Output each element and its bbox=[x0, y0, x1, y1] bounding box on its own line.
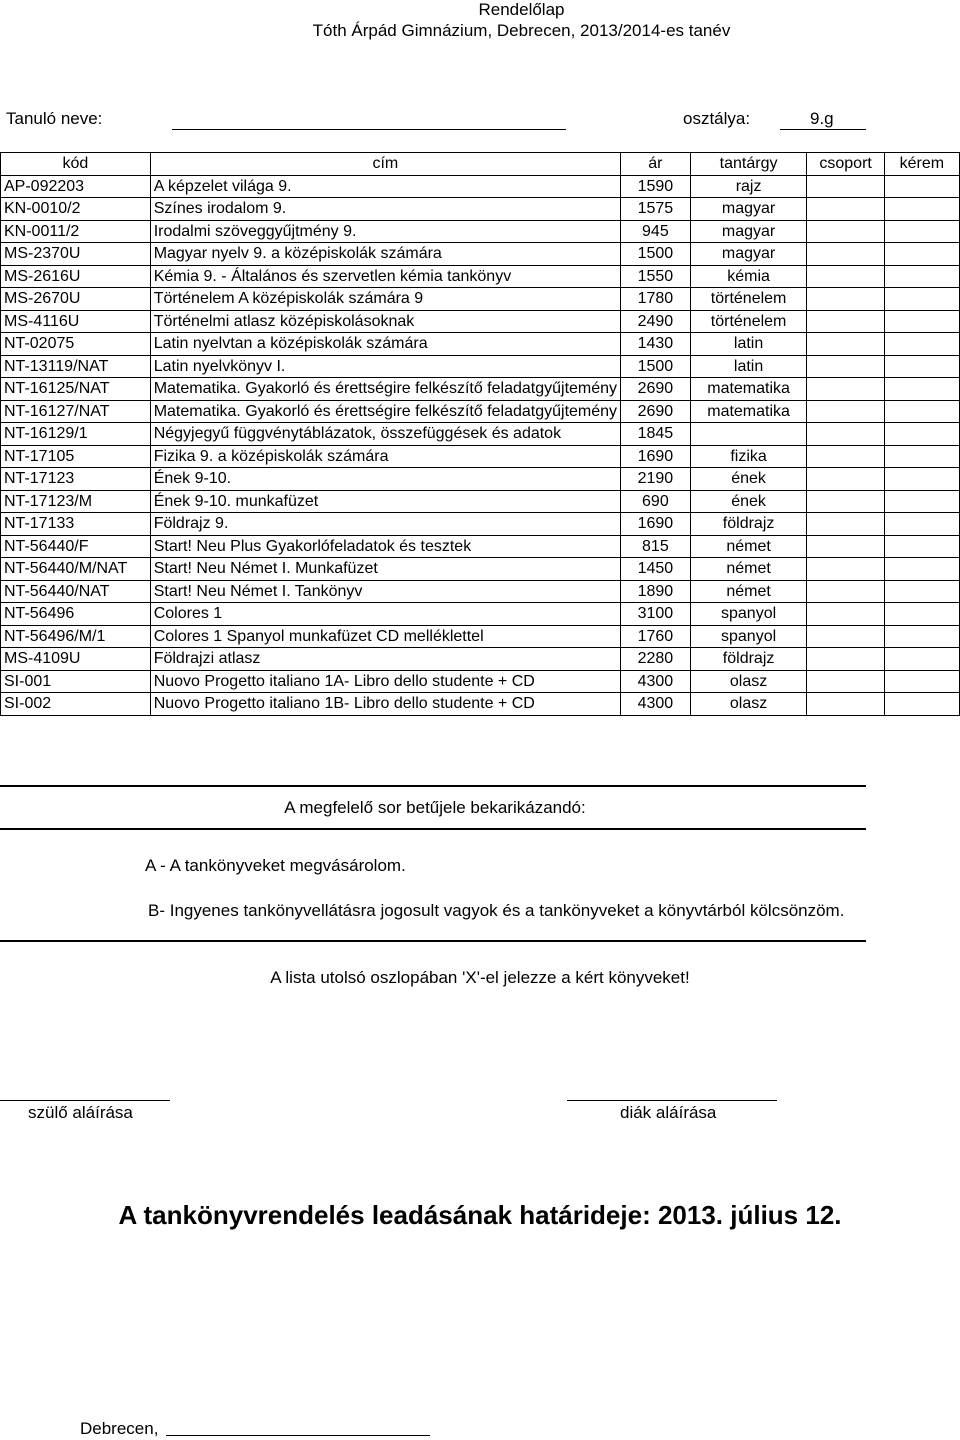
date-line[interactable] bbox=[166, 1435, 430, 1436]
table-row bbox=[1, 423, 960, 446]
price-cell: 2280 bbox=[621, 648, 691, 671]
code-cell: NT-16127/NAT bbox=[1, 400, 151, 423]
group-cell[interactable] bbox=[807, 693, 884, 716]
subject-cell: földrajz bbox=[690, 648, 807, 671]
title-cell: Latin nyelvkönyv I. bbox=[150, 355, 620, 378]
title-cell: Magyar nyelv 9. a középiskolák számára bbox=[150, 243, 620, 266]
title-cell: Start! Neu Német I. Tankönyv bbox=[150, 580, 620, 603]
code-cell: NT-13119/NAT bbox=[1, 355, 151, 378]
parent-signature-label: szülő aláírása bbox=[28, 1103, 133, 1122]
table-header-row bbox=[1, 153, 960, 176]
subject-cell: történelem bbox=[690, 310, 807, 333]
group-cell[interactable] bbox=[807, 580, 884, 603]
code-cell: MS-2670U bbox=[1, 288, 151, 311]
header-code: kód bbox=[1, 153, 151, 176]
group-cell[interactable] bbox=[807, 220, 884, 243]
title-cell: Matematika. Gyakorló és érettségire felkészítő feladatgyűjtemény bbox=[150, 400, 620, 423]
place-label: Debrecen, bbox=[80, 1419, 159, 1438]
subject-cell: matematika bbox=[690, 378, 807, 401]
price-cell: 690 bbox=[621, 490, 691, 513]
request-cell[interactable] bbox=[884, 468, 959, 491]
subject-cell: magyar bbox=[690, 243, 807, 266]
group-cell[interactable] bbox=[807, 603, 884, 626]
group-cell[interactable] bbox=[807, 288, 884, 311]
title-cell: Földrajz 9. bbox=[150, 513, 620, 536]
request-cell[interactable] bbox=[884, 243, 959, 266]
table-row bbox=[1, 310, 960, 333]
code-cell: NT-17133 bbox=[1, 513, 151, 536]
code-cell: SI-002 bbox=[1, 693, 151, 716]
title-cell: Négyjegyű függvénytáblázatok, összefüggések és adatok bbox=[150, 423, 620, 446]
group-cell[interactable] bbox=[807, 535, 884, 558]
subject-cell: történelem bbox=[690, 288, 807, 311]
table-row bbox=[1, 648, 960, 671]
table-row bbox=[1, 445, 960, 468]
mark-instruction: A lista utolsó oszlopában 'X'-el jelezze a kért könyveket! bbox=[270, 968, 690, 987]
code-cell: MS-4116U bbox=[1, 310, 151, 333]
class-label: osztálya: bbox=[683, 109, 751, 128]
title-cell: Start! Neu Német I. Munkafüzet bbox=[150, 558, 620, 581]
price-cell: 4300 bbox=[621, 693, 691, 716]
group-cell[interactable] bbox=[807, 310, 884, 333]
price-cell: 2690 bbox=[621, 378, 691, 401]
group-cell[interactable] bbox=[807, 333, 884, 356]
request-cell[interactable] bbox=[884, 513, 959, 536]
subject-cell: rajz bbox=[690, 175, 807, 198]
table-row bbox=[1, 625, 960, 648]
group-cell[interactable] bbox=[807, 670, 884, 693]
group-cell[interactable] bbox=[807, 355, 884, 378]
group-cell[interactable] bbox=[807, 175, 884, 198]
subject-cell: olasz bbox=[690, 670, 807, 693]
code-cell: NT-17105 bbox=[1, 445, 151, 468]
subject-cell: kémia bbox=[690, 265, 807, 288]
code-cell: NT-17123/M bbox=[1, 490, 151, 513]
request-cell[interactable] bbox=[884, 603, 959, 626]
code-cell: NT-02075 bbox=[1, 333, 151, 356]
request-cell[interactable] bbox=[884, 670, 959, 693]
deadline-notice: A tankönyvrendelés leadásának határideje: 2013. július 12. bbox=[118, 1200, 842, 1230]
option-a-purchase[interactable]: A - A tankönyveket megvásárolom. bbox=[145, 856, 406, 875]
group-cell[interactable] bbox=[807, 445, 884, 468]
table-row bbox=[1, 693, 960, 716]
header-subject: tantárgy bbox=[690, 153, 807, 176]
price-cell: 1780 bbox=[621, 288, 691, 311]
request-cell[interactable] bbox=[884, 648, 959, 671]
request-cell[interactable] bbox=[884, 580, 959, 603]
group-cell[interactable] bbox=[807, 648, 884, 671]
title-cell: Start! Neu Plus Gyakorlófeladatok és tesztek bbox=[150, 535, 620, 558]
price-cell: 1430 bbox=[621, 333, 691, 356]
request-cell[interactable] bbox=[884, 220, 959, 243]
price-cell: 1760 bbox=[621, 625, 691, 648]
title-cell: Colores 1 Spanyol munkafüzet CD melléklettel bbox=[150, 625, 620, 648]
code-cell: MS-2616U bbox=[1, 265, 151, 288]
code-cell: KN-0011/2 bbox=[1, 220, 151, 243]
price-cell: 1690 bbox=[621, 513, 691, 536]
table-row bbox=[1, 670, 960, 693]
request-cell[interactable] bbox=[884, 310, 959, 333]
price-cell: 2690 bbox=[621, 400, 691, 423]
table-row bbox=[1, 468, 960, 491]
price-cell: 1500 bbox=[621, 355, 691, 378]
title-cell: Nuovo Progetto italiano 1A- Libro dello studente + CD bbox=[150, 670, 620, 693]
request-cell[interactable] bbox=[884, 333, 959, 356]
table-row bbox=[1, 603, 960, 626]
title-cell: Színes irodalom 9. bbox=[150, 198, 620, 221]
table-row bbox=[1, 535, 960, 558]
price-cell: 1575 bbox=[621, 198, 691, 221]
subject-cell bbox=[690, 423, 807, 446]
option-b-borrow[interactable]: B- Ingyenes tankönyvellátásra jogosult vagyok és a tankönyveket a könyvtárból kölcsönzöm. bbox=[148, 901, 845, 920]
group-cell[interactable] bbox=[807, 490, 884, 513]
subject-cell: német bbox=[690, 580, 807, 603]
header-price: ár bbox=[621, 153, 691, 176]
price-cell: 945 bbox=[621, 220, 691, 243]
price-cell: 1845 bbox=[621, 423, 691, 446]
group-cell[interactable] bbox=[807, 198, 884, 221]
group-cell[interactable] bbox=[807, 558, 884, 581]
table-row bbox=[1, 288, 960, 311]
price-cell: 1450 bbox=[621, 558, 691, 581]
table-row bbox=[1, 580, 960, 603]
price-cell: 4300 bbox=[621, 670, 691, 693]
form-title: Rendelőlap bbox=[478, 0, 565, 19]
code-cell: NT-56496 bbox=[1, 603, 151, 626]
table-row bbox=[1, 265, 960, 288]
request-cell[interactable] bbox=[884, 423, 959, 446]
code-cell: NT-16129/1 bbox=[1, 423, 151, 446]
table-row bbox=[1, 175, 960, 198]
request-cell[interactable] bbox=[884, 445, 959, 468]
request-cell[interactable] bbox=[884, 175, 959, 198]
price-cell: 1890 bbox=[621, 580, 691, 603]
table-row bbox=[1, 378, 960, 401]
code-cell: MS-2370U bbox=[1, 243, 151, 266]
code-cell: NT-17123 bbox=[1, 468, 151, 491]
parent-signature-line[interactable] bbox=[0, 1100, 170, 1101]
title-cell: A képzelet világa 9. bbox=[150, 175, 620, 198]
request-cell[interactable] bbox=[884, 625, 959, 648]
title-cell: Latin nyelvtan a középiskolák számára bbox=[150, 333, 620, 356]
table-row bbox=[1, 333, 960, 356]
group-cell[interactable] bbox=[807, 625, 884, 648]
subject-cell: olasz bbox=[690, 693, 807, 716]
subject-cell: magyar bbox=[690, 220, 807, 243]
circle-instruction: A megfelelő sor betűjele bekarikázandó: bbox=[284, 798, 586, 817]
group-cell[interactable] bbox=[807, 513, 884, 536]
table-row bbox=[1, 198, 960, 221]
price-cell: 2490 bbox=[621, 310, 691, 333]
request-cell[interactable] bbox=[884, 198, 959, 221]
header-group: csoport bbox=[807, 153, 884, 176]
student-name-field[interactable] bbox=[172, 129, 566, 130]
code-cell: AP-092203 bbox=[1, 175, 151, 198]
request-cell[interactable] bbox=[884, 288, 959, 311]
group-cell[interactable] bbox=[807, 423, 884, 446]
subject-cell: német bbox=[690, 558, 807, 581]
title-cell: Fizika 9. a középiskolák számára bbox=[150, 445, 620, 468]
student-signature-line[interactable] bbox=[567, 1100, 777, 1101]
title-cell: Történelmi atlasz középiskolásoknak bbox=[150, 310, 620, 333]
group-cell[interactable] bbox=[807, 378, 884, 401]
code-cell: NT-56440/M/NAT bbox=[1, 558, 151, 581]
student-signature-label: diák aláírása bbox=[620, 1103, 717, 1122]
price-cell: 815 bbox=[621, 535, 691, 558]
group-cell[interactable] bbox=[807, 468, 884, 491]
table-row bbox=[1, 400, 960, 423]
price-cell: 1590 bbox=[621, 175, 691, 198]
request-cell[interactable] bbox=[884, 693, 959, 716]
subject-cell: spanyol bbox=[690, 625, 807, 648]
class-underline bbox=[780, 129, 866, 130]
subject-cell: matematika bbox=[690, 400, 807, 423]
title-cell: Colores 1 bbox=[150, 603, 620, 626]
divider-middle bbox=[0, 828, 866, 830]
code-cell: MS-4109U bbox=[1, 648, 151, 671]
group-cell[interactable] bbox=[807, 243, 884, 266]
request-cell[interactable] bbox=[884, 490, 959, 513]
subject-cell: német bbox=[690, 535, 807, 558]
price-cell: 2190 bbox=[621, 468, 691, 491]
book-order-table bbox=[0, 152, 960, 716]
group-cell[interactable] bbox=[807, 265, 884, 288]
table-row bbox=[1, 243, 960, 266]
request-cell[interactable] bbox=[884, 378, 959, 401]
subject-cell: magyar bbox=[690, 198, 807, 221]
class-value: 9.g bbox=[810, 109, 834, 128]
divider-bottom bbox=[0, 940, 866, 942]
code-cell: SI-001 bbox=[1, 670, 151, 693]
title-cell: Nuovo Progetto italiano 1B- Libro dello studente + CD bbox=[150, 693, 620, 716]
request-cell[interactable] bbox=[884, 558, 959, 581]
title-cell: Ének 9-10. bbox=[150, 468, 620, 491]
group-cell[interactable] bbox=[807, 400, 884, 423]
table-row bbox=[1, 490, 960, 513]
request-cell[interactable] bbox=[884, 535, 959, 558]
table-row bbox=[1, 355, 960, 378]
subject-cell: latin bbox=[690, 355, 807, 378]
title-cell: Irodalmi szöveggyűjtmény 9. bbox=[150, 220, 620, 243]
subject-cell: földrajz bbox=[690, 513, 807, 536]
code-cell: KN-0010/2 bbox=[1, 198, 151, 221]
table-row bbox=[1, 558, 960, 581]
title-cell: Földrajzi atlasz bbox=[150, 648, 620, 671]
subject-cell: ének bbox=[690, 468, 807, 491]
table-row bbox=[1, 220, 960, 243]
title-cell: Kémia 9. - Általános és szervetlen kémia tankönyv bbox=[150, 265, 620, 288]
price-cell: 3100 bbox=[621, 603, 691, 626]
title-cell: Ének 9-10. munkafüzet bbox=[150, 490, 620, 513]
request-cell[interactable] bbox=[884, 265, 959, 288]
subject-cell: spanyol bbox=[690, 603, 807, 626]
divider-top bbox=[0, 785, 866, 787]
request-cell[interactable] bbox=[884, 400, 959, 423]
student-name-label: Tanuló neve: bbox=[6, 109, 103, 128]
price-cell: 1500 bbox=[621, 243, 691, 266]
school-subtitle: Tóth Árpád Gimnázium, Debrecen, 2013/2014-es tanév bbox=[312, 21, 731, 40]
code-cell: NT-56440/F bbox=[1, 535, 151, 558]
price-cell: 1690 bbox=[621, 445, 691, 468]
price-cell: 1550 bbox=[621, 265, 691, 288]
code-cell: NT-16125/NAT bbox=[1, 378, 151, 401]
code-cell: NT-56496/M/1 bbox=[1, 625, 151, 648]
subject-cell: ének bbox=[690, 490, 807, 513]
subject-cell: latin bbox=[690, 333, 807, 356]
code-cell: NT-56440/NAT bbox=[1, 580, 151, 603]
request-cell[interactable] bbox=[884, 355, 959, 378]
table-row bbox=[1, 513, 960, 536]
subject-cell: fizika bbox=[690, 445, 807, 468]
header-request: kérem bbox=[884, 153, 959, 176]
title-cell: Történelem A középiskolák számára 9 bbox=[150, 288, 620, 311]
header-title: cím bbox=[150, 153, 620, 176]
title-cell: Matematika. Gyakorló és érettségire felkészítő feladatgyűjtemény bbox=[150, 378, 620, 401]
